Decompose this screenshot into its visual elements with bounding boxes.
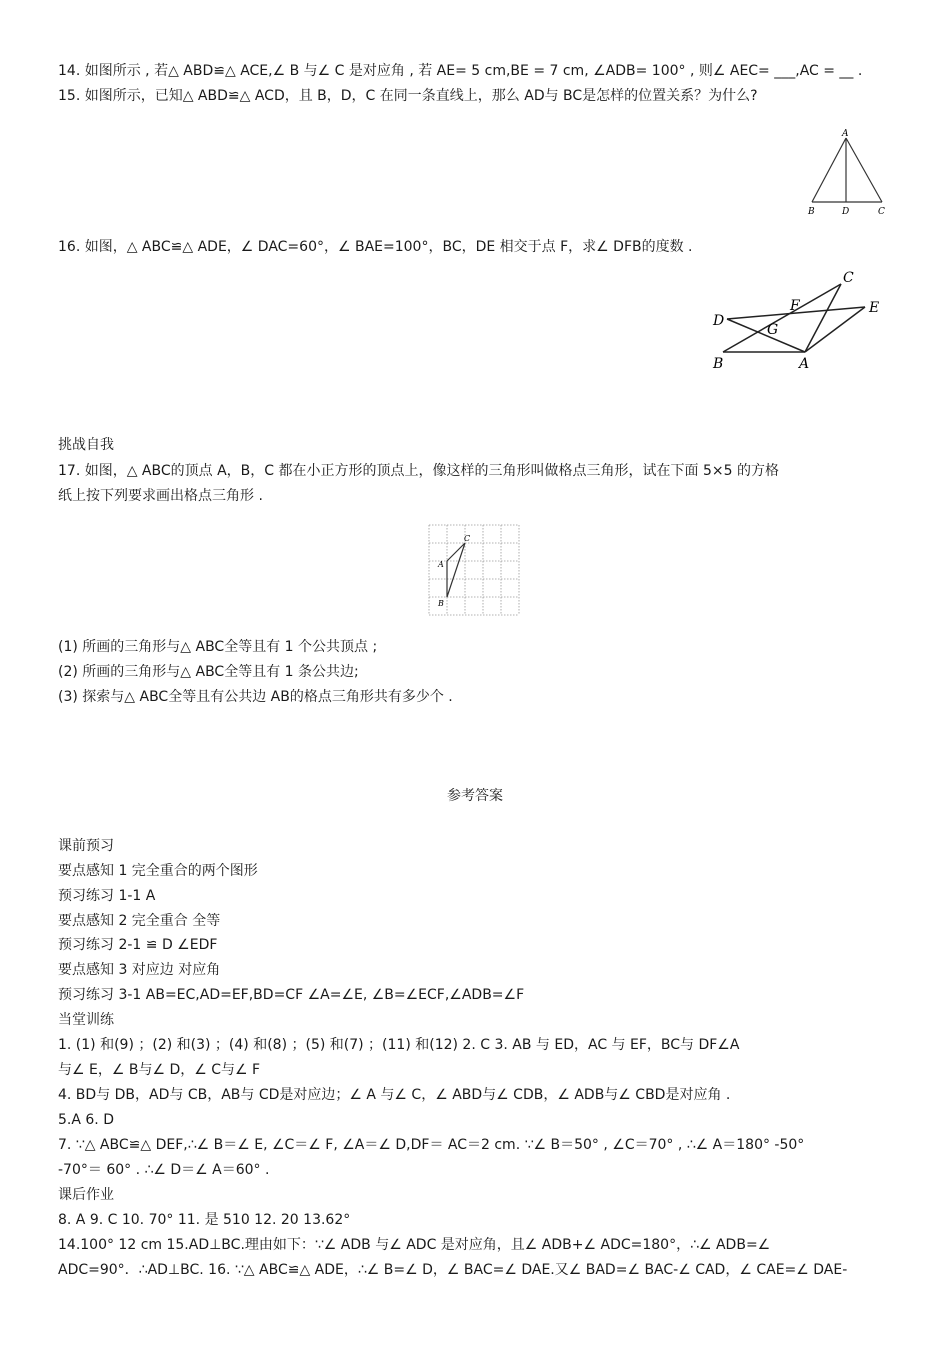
label-f: F — [790, 298, 800, 314]
question-14: 14. 如图所示 , 若△ ABD≌△ ACE,∠ B 与∠ C 是对应角 , 若 AE= 5 cm,BE = 7 cm, ∠ADB= 100° , 则∠ AEC= ___,AC = __ . — [58, 63, 863, 79]
answer-line: 14.100° 12 cm 15.AD⊥BC.理由如下：∵∠ ADB 与∠ ADC 是对应角，且∠ ADB+∠ ADC=180°，∴∠ ADB=∠ — [58, 1237, 771, 1253]
answer-line: 课后作业 — [58, 1187, 114, 1203]
answer-line: 预习练习 2-1 ≌ D ∠EDF — [58, 937, 218, 953]
answer-line: -70°＝ 60° . ∴∠ D＝∠ A＝60° . — [58, 1162, 270, 1178]
question-17-part-2: (2) 所画的三角形与△ ABC全等且有 1 条公共边; — [58, 664, 359, 680]
label-c: C — [843, 270, 854, 286]
answer-line: 要点感知 1 完全重合的两个图形 — [58, 863, 258, 879]
question-17-line-1: 17. 如图，△ ABC的顶点 A，B，C 都在小正方形的顶点上，像这样的三角形叫做格点三角形，试在下面 5×5 的方格 — [58, 463, 779, 479]
label-b: B — [808, 207, 815, 217]
answer-line: 8. A 9. C 10. 70° 11. 是 510 12. 20 13.62° — [58, 1212, 351, 1228]
segment-da — [727, 319, 805, 352]
answer-line: 5.A 6. D — [58, 1112, 114, 1128]
question-17-line-2: 纸上按下列要求画出格点三角形 . — [58, 488, 263, 504]
label-d: D — [713, 313, 725, 329]
answer-line: 预习练习 1-1 A — [58, 888, 156, 904]
figure-17-grid — [426, 522, 522, 618]
segment-ab — [812, 138, 846, 202]
answer-line: 当堂训练 — [58, 1012, 114, 1028]
figure-16-triangles — [705, 266, 895, 376]
label-b: B — [713, 356, 724, 372]
answer-line: 要点感知 3 对应边 对应角 — [58, 962, 221, 978]
answer-line: 4. BD与 DB，AD与 CB，AB与 CD是对应边；∠ A 与∠ C，∠ ABD与∠ CDB，∠ ADB与∠ CBD是对应角 . — [58, 1087, 731, 1103]
question-17-part-1: (1) 所画的三角形与△ ABC全等且有 1 个公共顶点 ; — [58, 639, 378, 655]
question-15: 15. 如图所示，已知△ ABD≌△ ACD，且 B，D，C 在同一条直线上，那么 AD与 BC是怎样的位置关系？为什么? — [58, 88, 758, 104]
label-b: B — [438, 599, 444, 608]
answer-line: 7. ∵△ ABC≌△ DEF,∴∠ B＝∠ E, ∠C＝∠ F, ∠A＝∠ D,DF＝ AC＝2 cm. ∵∠ B＝50° , ∠C＝70° , ∴∠ A＝180° -50° — [58, 1137, 805, 1153]
question-17-part-3: (3) 探索与△ ABC全等且有公共边 AB的格点三角形共有多少个 . — [58, 689, 453, 705]
answer-line: 预习练习 3-1 AB=EC,AD=EF,BD=CF ∠A=∠E, ∠B=∠ECF,∠ADB=∠F — [58, 987, 525, 1003]
label-g: G — [767, 322, 779, 338]
label-d: D — [842, 207, 850, 217]
figure-15-triangle — [800, 126, 896, 218]
segment-ae — [805, 307, 865, 352]
label-e: E — [869, 300, 880, 316]
answer-line: 课前预习 — [58, 838, 114, 854]
answers-title: 参考答案 — [447, 788, 503, 804]
label-a: A — [799, 356, 810, 372]
label-c: C — [464, 534, 471, 543]
answer-line: 1. (1) 和(9) ；(2) 和(3) ；(4) 和(8) ；(5) 和(7) ；(11) 和(12) 2. C 3. AB 与 ED，AC 与 EF，BC与 DF∠A — [58, 1037, 740, 1053]
segment-ac — [846, 138, 882, 202]
answer-line: ADC=90°．∴AD⊥BC. 16. ∵△ ABC≌△ ADE，∴∠ B=∠ D，∠ BAC=∠ DAE.又∠ BAD=∠ BAC-∠ CAD，∠ CAE=∠ DAE- — [58, 1262, 848, 1278]
label-a: A — [438, 560, 444, 569]
section-challenge: 挑战自我 — [58, 437, 114, 453]
triangle-abc — [447, 543, 465, 597]
answer-line: 要点感知 2 完全重合 全等 — [58, 913, 221, 929]
answer-line: 与∠ E，∠ B与∠ D，∠ C与∠ F — [58, 1062, 261, 1078]
label-c: C — [878, 207, 885, 217]
question-16: 16. 如图，△ ABC≌△ ADE，∠ DAC=60°，∠ BAE=100°，BC，DE 相交于点 F，求∠ DFB的度数 . — [58, 239, 693, 255]
label-a: A — [842, 129, 849, 139]
